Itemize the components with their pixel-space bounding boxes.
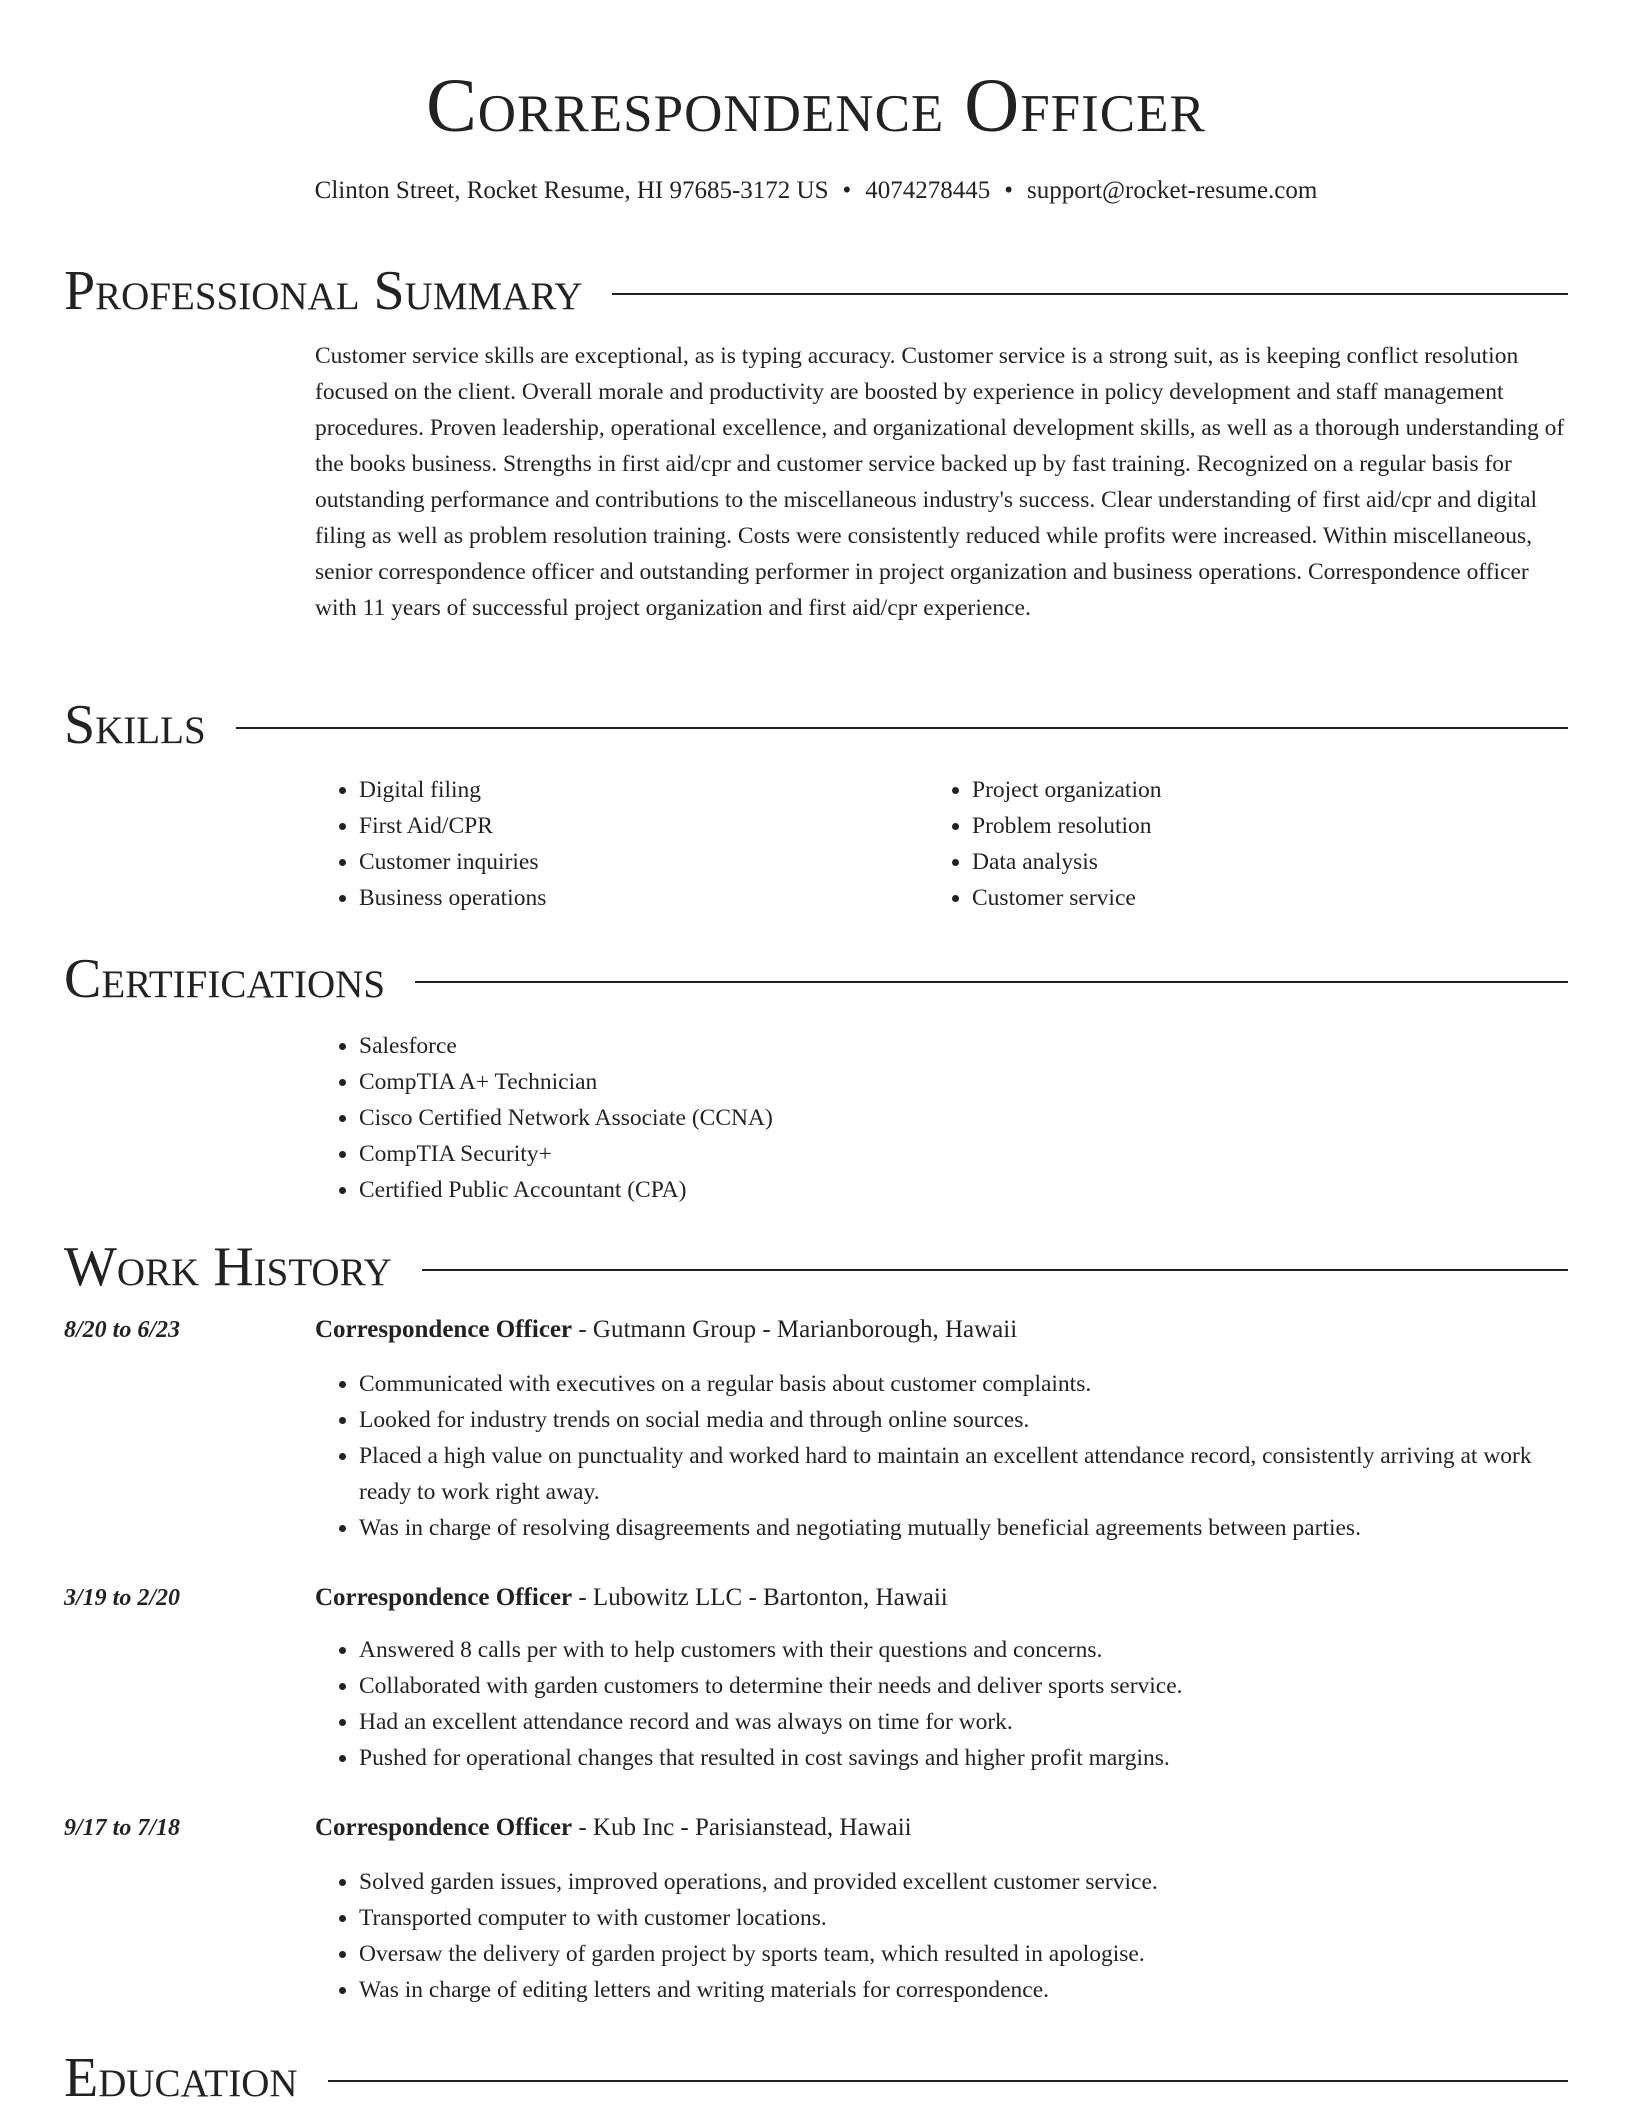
- job-duties: [315, 1366, 1568, 1546]
- address: Clinton Street, Rocket Resume, HI 97685-3172 US: [314, 177, 829, 204]
- job-duties: [315, 1864, 1568, 2008]
- duties-list: [315, 1366, 1568, 1546]
- contact-separator: •: [842, 177, 852, 204]
- list-item: • Project organization: [972, 772, 1488, 808]
- contact-line: [0, 174, 1632, 208]
- contact-separator: •: [1004, 177, 1014, 204]
- section-heading-education: [64, 2043, 1568, 2113]
- job-title: Correspondence Officer: [315, 1316, 573, 1343]
- skills-column-left: [315, 772, 875, 916]
- list-item: • Transported computer to with customer locations.: [359, 1900, 1568, 1936]
- list-item: • Certified Public Accountant (CPA): [359, 1172, 1568, 1208]
- job-title: Correspondence Officer: [315, 1814, 573, 1841]
- list-item: • Customer inquiries: [359, 844, 875, 880]
- list-item: • Digital filing: [359, 772, 875, 808]
- list-item: • Data analysis: [972, 844, 1488, 880]
- list-item: • Oversaw the delivery of garden project by sports team, which resulted in apologise.: [359, 1936, 1568, 1972]
- list-item: • Was in charge of resolving disagreements and negotiating mutually beneficial agreements between parties.: [359, 1510, 1568, 1546]
- email: support@rocket-resume.com: [1027, 177, 1318, 204]
- duties-list: [315, 1864, 1568, 2008]
- list-item: • Cisco Certified Network Associate (CCNA): [359, 1100, 1568, 1136]
- list-item: • Collaborated with garden customers to determine their needs and deliver sports service.: [359, 1668, 1568, 1704]
- job-employer-location: - Lubowitz LLC - Bartonton, Hawaii: [572, 1584, 948, 1611]
- list-item: • Customer service: [972, 880, 1488, 916]
- job-heading: [315, 1580, 948, 1616]
- job-heading: [315, 1312, 1017, 1348]
- certifications-list: [315, 1028, 1568, 1208]
- job-dates: 3/19 to 2/20: [64, 1585, 181, 1611]
- job-employer-location: - Kub Inc - Parisianstead, Hawaii: [572, 1814, 912, 1841]
- section-heading-skills: [64, 690, 1568, 760]
- phone: 4074278445: [865, 177, 991, 204]
- job-duties: [315, 1632, 1568, 1776]
- candidate-name: Correspondence Officer: [426, 64, 1206, 148]
- duties-list: [315, 1632, 1568, 1776]
- skills-column-right: [928, 772, 1488, 916]
- list-item: • CompTIA A+ Technician: [359, 1064, 1568, 1100]
- job-heading: [315, 1810, 912, 1846]
- section-title: Certifications: [64, 944, 415, 1014]
- section-title: Education: [64, 2043, 328, 2113]
- list-item: • Looked for industry trends on social media and through online sources.: [359, 1402, 1568, 1438]
- list-item: • Had an excellent attendance record and was always on time for work.: [359, 1704, 1568, 1740]
- summary-paragraph: Customer service skills are exceptional, as is typing accuracy. Customer service is a strong suit, as is keeping conflict resolution focused on the client. Overall morale and productivity are boosted by experience in policy development and staff management procedures. Proven leadership, operational excellence, and organizational development skills, as well as a thorough understanding of the books business. Strengths in first aid/cpr and customer service backed up by fast training. Recognized on a regular basis for outstanding performance and contributions to the miscellaneous industry's success. Clear understanding of first aid/cpr and digital filing as well as problem resolution training. Costs were consistently reduced while profits were increased. Within miscellaneous, senior correspondence officer and outstanding performer in project organization and business operations. Correspondence officer with 11 years of successful project organization and first aid/cpr experience.: [315, 343, 1565, 621]
- section-title: Work History: [64, 1232, 422, 1302]
- list-item: • Was in charge of editing letters and writing materials for correspondence.: [359, 1972, 1568, 2008]
- list-item: • Answered 8 calls per with to help customers with their questions and concerns.: [359, 1632, 1568, 1668]
- skills-list-right: [928, 772, 1488, 916]
- list-item: • Solved garden issues, improved operations, and provided excellent customer service.: [359, 1864, 1568, 1900]
- list-item: • CompTIA Security+: [359, 1136, 1568, 1172]
- certifications-block: [315, 1028, 1568, 1208]
- list-item: • Pushed for operational changes that resulted in cost savings and higher profit margins.: [359, 1740, 1568, 1776]
- job-employer-location: - Gutmann Group - Marianborough, Hawaii: [572, 1316, 1018, 1343]
- section-title: Skills: [64, 690, 236, 760]
- section-title: Professional Summary: [64, 256, 612, 326]
- section-rule: [64, 727, 1568, 729]
- section-heading-summary: [64, 256, 1568, 326]
- job-dates: 8/20 to 6/23: [64, 1317, 181, 1343]
- list-item: • Problem resolution: [972, 808, 1488, 844]
- section-heading-certifications: [64, 944, 1568, 1014]
- section-heading-work-history: [64, 1232, 1568, 1302]
- job-title: Correspondence Officer: [315, 1584, 573, 1611]
- list-item: • Placed a high value on punctuality and worked hard to maintain an excellent attendance record, consistently arriving at work ready to work right away.: [359, 1438, 1568, 1510]
- job-dates: 9/17 to 7/18: [64, 1815, 181, 1841]
- skills-list-left: [315, 772, 875, 916]
- list-item: • Business operations: [359, 880, 875, 916]
- list-item: • First Aid/CPR: [359, 808, 875, 844]
- list-item: • Salesforce: [359, 1028, 1568, 1064]
- list-item: • Communicated with executives on a regular basis about customer complaints.: [359, 1366, 1568, 1402]
